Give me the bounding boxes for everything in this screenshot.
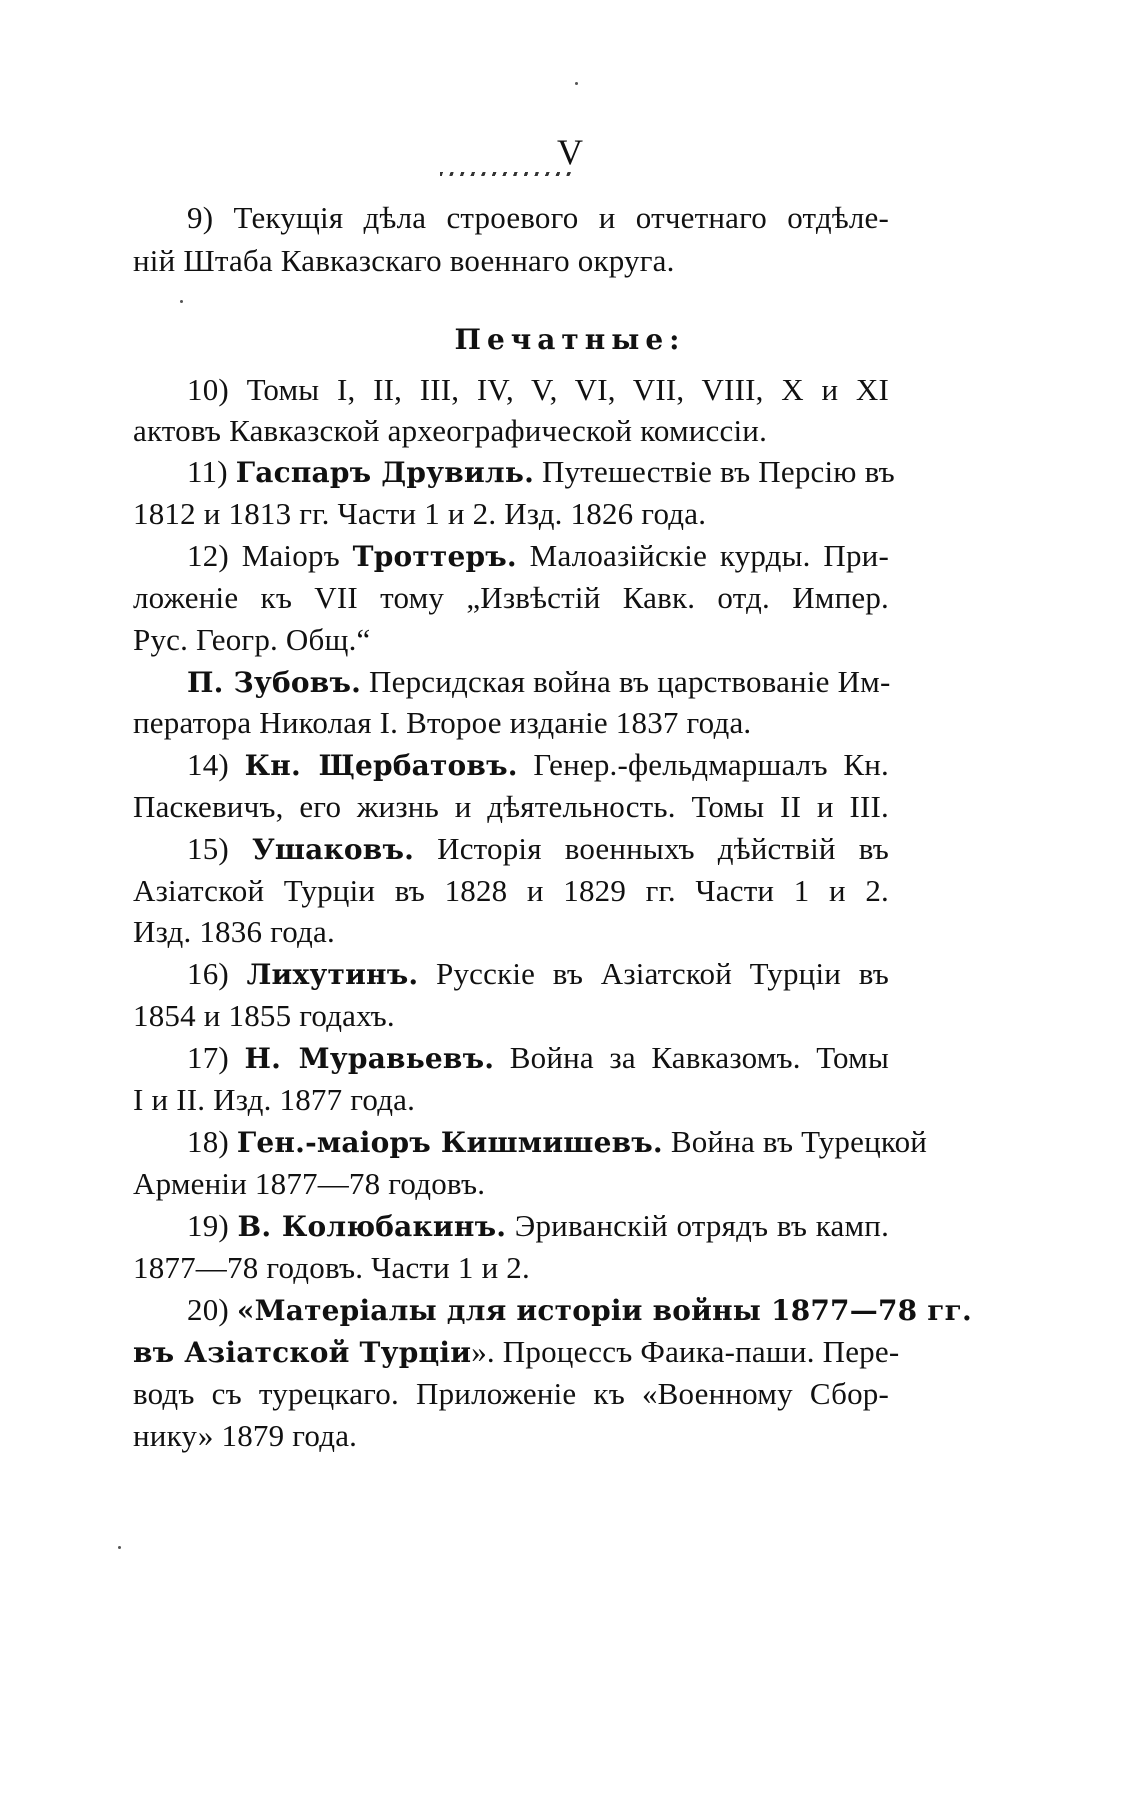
author-name: Гаспаръ Друвиль.: [235, 456, 535, 489]
author-name: Лихутинъ.: [246, 958, 419, 991]
item-12-line-2: ложеніе къ VII тому „Извѣстій Кавк. отд. Импер.: [133, 580, 889, 615]
item-15-line-2: Азіатской Турціи въ 1828 и 1829 гг. Части 1 и 2.: [133, 873, 889, 908]
item-15-line-3: Изд. 1836 года.: [133, 914, 335, 949]
page-number: V: [557, 132, 583, 172]
item-17-line-2: I и II. Изд. 1877 года.: [133, 1082, 416, 1117]
item-20-line-2: въ Азіатской Турціи». Процессъ Фаика-паши. Пере-: [133, 1334, 900, 1369]
item-9-line-1: 9) Текущія дѣла строевого и отчетнаго отдѣле-: [187, 200, 889, 235]
author-name: Ушаковъ.: [251, 833, 415, 866]
book-title: въ Азіатской Турціи: [133, 1336, 472, 1369]
item-16-line-2: 1854 и 1855 годахъ.: [133, 998, 395, 1033]
item-9-line-2: ній Штаба Кавказскаго военнаго округа.: [133, 243, 675, 278]
scan-speck: [118, 1546, 121, 1549]
item-19-line-1: 19) В. Колюбакинъ. Эриванскій отрядъ въ камп.: [187, 1208, 890, 1243]
item-10-line-2: актовъ Кавказской археографической комиссіи.: [133, 413, 768, 448]
scan-speck: [575, 82, 578, 85]
scan-speck: [180, 300, 183, 303]
item-12-line-3: Рус. Геогр. Общ.“: [133, 622, 371, 657]
item-20-line-1: 20) «Матеріалы для исторіи войны 1877—78 гг.: [187, 1292, 972, 1327]
item-11-line-1: 11) Гаспаръ Друвиль. Путешествіе въ Персію въ: [187, 454, 895, 489]
author-name: Н. Муравьевъ.: [244, 1042, 495, 1075]
section-heading: Печатные:: [454, 323, 686, 356]
item-19-line-2: 1877—78 годовъ. Части 1 и 2.: [133, 1250, 530, 1285]
author-name: Ген.-маіоръ Кишмишевъ.: [236, 1126, 663, 1159]
item-11-line-2: 1812 и 1813 гг. Части 1 и 2. Изд. 1826 года.: [133, 496, 707, 531]
item-15-line-1: 15) Ушаковъ. Исторія военныхъ дѣйствій въ: [187, 831, 889, 866]
item-20-line-3: водъ съ турецкаго. Приложеніе къ «Военному Сбор-: [133, 1376, 889, 1411]
item-14-line-2: Паскевичъ, его жизнь и дѣятельность. Томы II и III.: [133, 789, 889, 824]
item-10-line-1: 10) Томы I, II, III, IV, V, VI, VII, VIII, X и XI: [187, 372, 889, 407]
decorative-rule: [440, 172, 572, 176]
item-13-line-1: П. Зубовъ. Персидская война въ царствованіе Им-: [187, 664, 891, 699]
item-16-line-1: 16) Лихутинъ. Русскіе въ Азіатской Турціи въ: [187, 956, 890, 991]
item-12-line-1: 12) Маіоръ Троттеръ. Малоазійскіе курды. При-: [187, 538, 889, 573]
author-name: Кн. Щербатовъ.: [244, 749, 518, 782]
item-18-line-1: 18) Ген.-маіоръ Кишмишевъ. Война въ Турецкой: [187, 1124, 928, 1159]
author-name: В. Колюбакинъ.: [237, 1210, 507, 1243]
author-name: Троттеръ.: [352, 540, 517, 573]
author-name: П. Зубовъ.: [187, 666, 362, 699]
book-title: «Матеріалы для исторіи войны 1877—78 гг.: [236, 1294, 972, 1327]
item-20-line-4: нику» 1879 года.: [133, 1418, 358, 1453]
item-14-line-1: 14) Кн. Щербатовъ. Генер.-фельдмаршалъ Кн.: [187, 747, 889, 782]
item-17-line-1: 17) Н. Муравьевъ. Война за Кавказомъ. Томы: [187, 1040, 890, 1075]
item-13-line-2: ператора Николая I. Второе изданіе 1837 года.: [133, 705, 752, 740]
item-18-line-2: Арменіи 1877—78 годовъ.: [133, 1166, 486, 1201]
